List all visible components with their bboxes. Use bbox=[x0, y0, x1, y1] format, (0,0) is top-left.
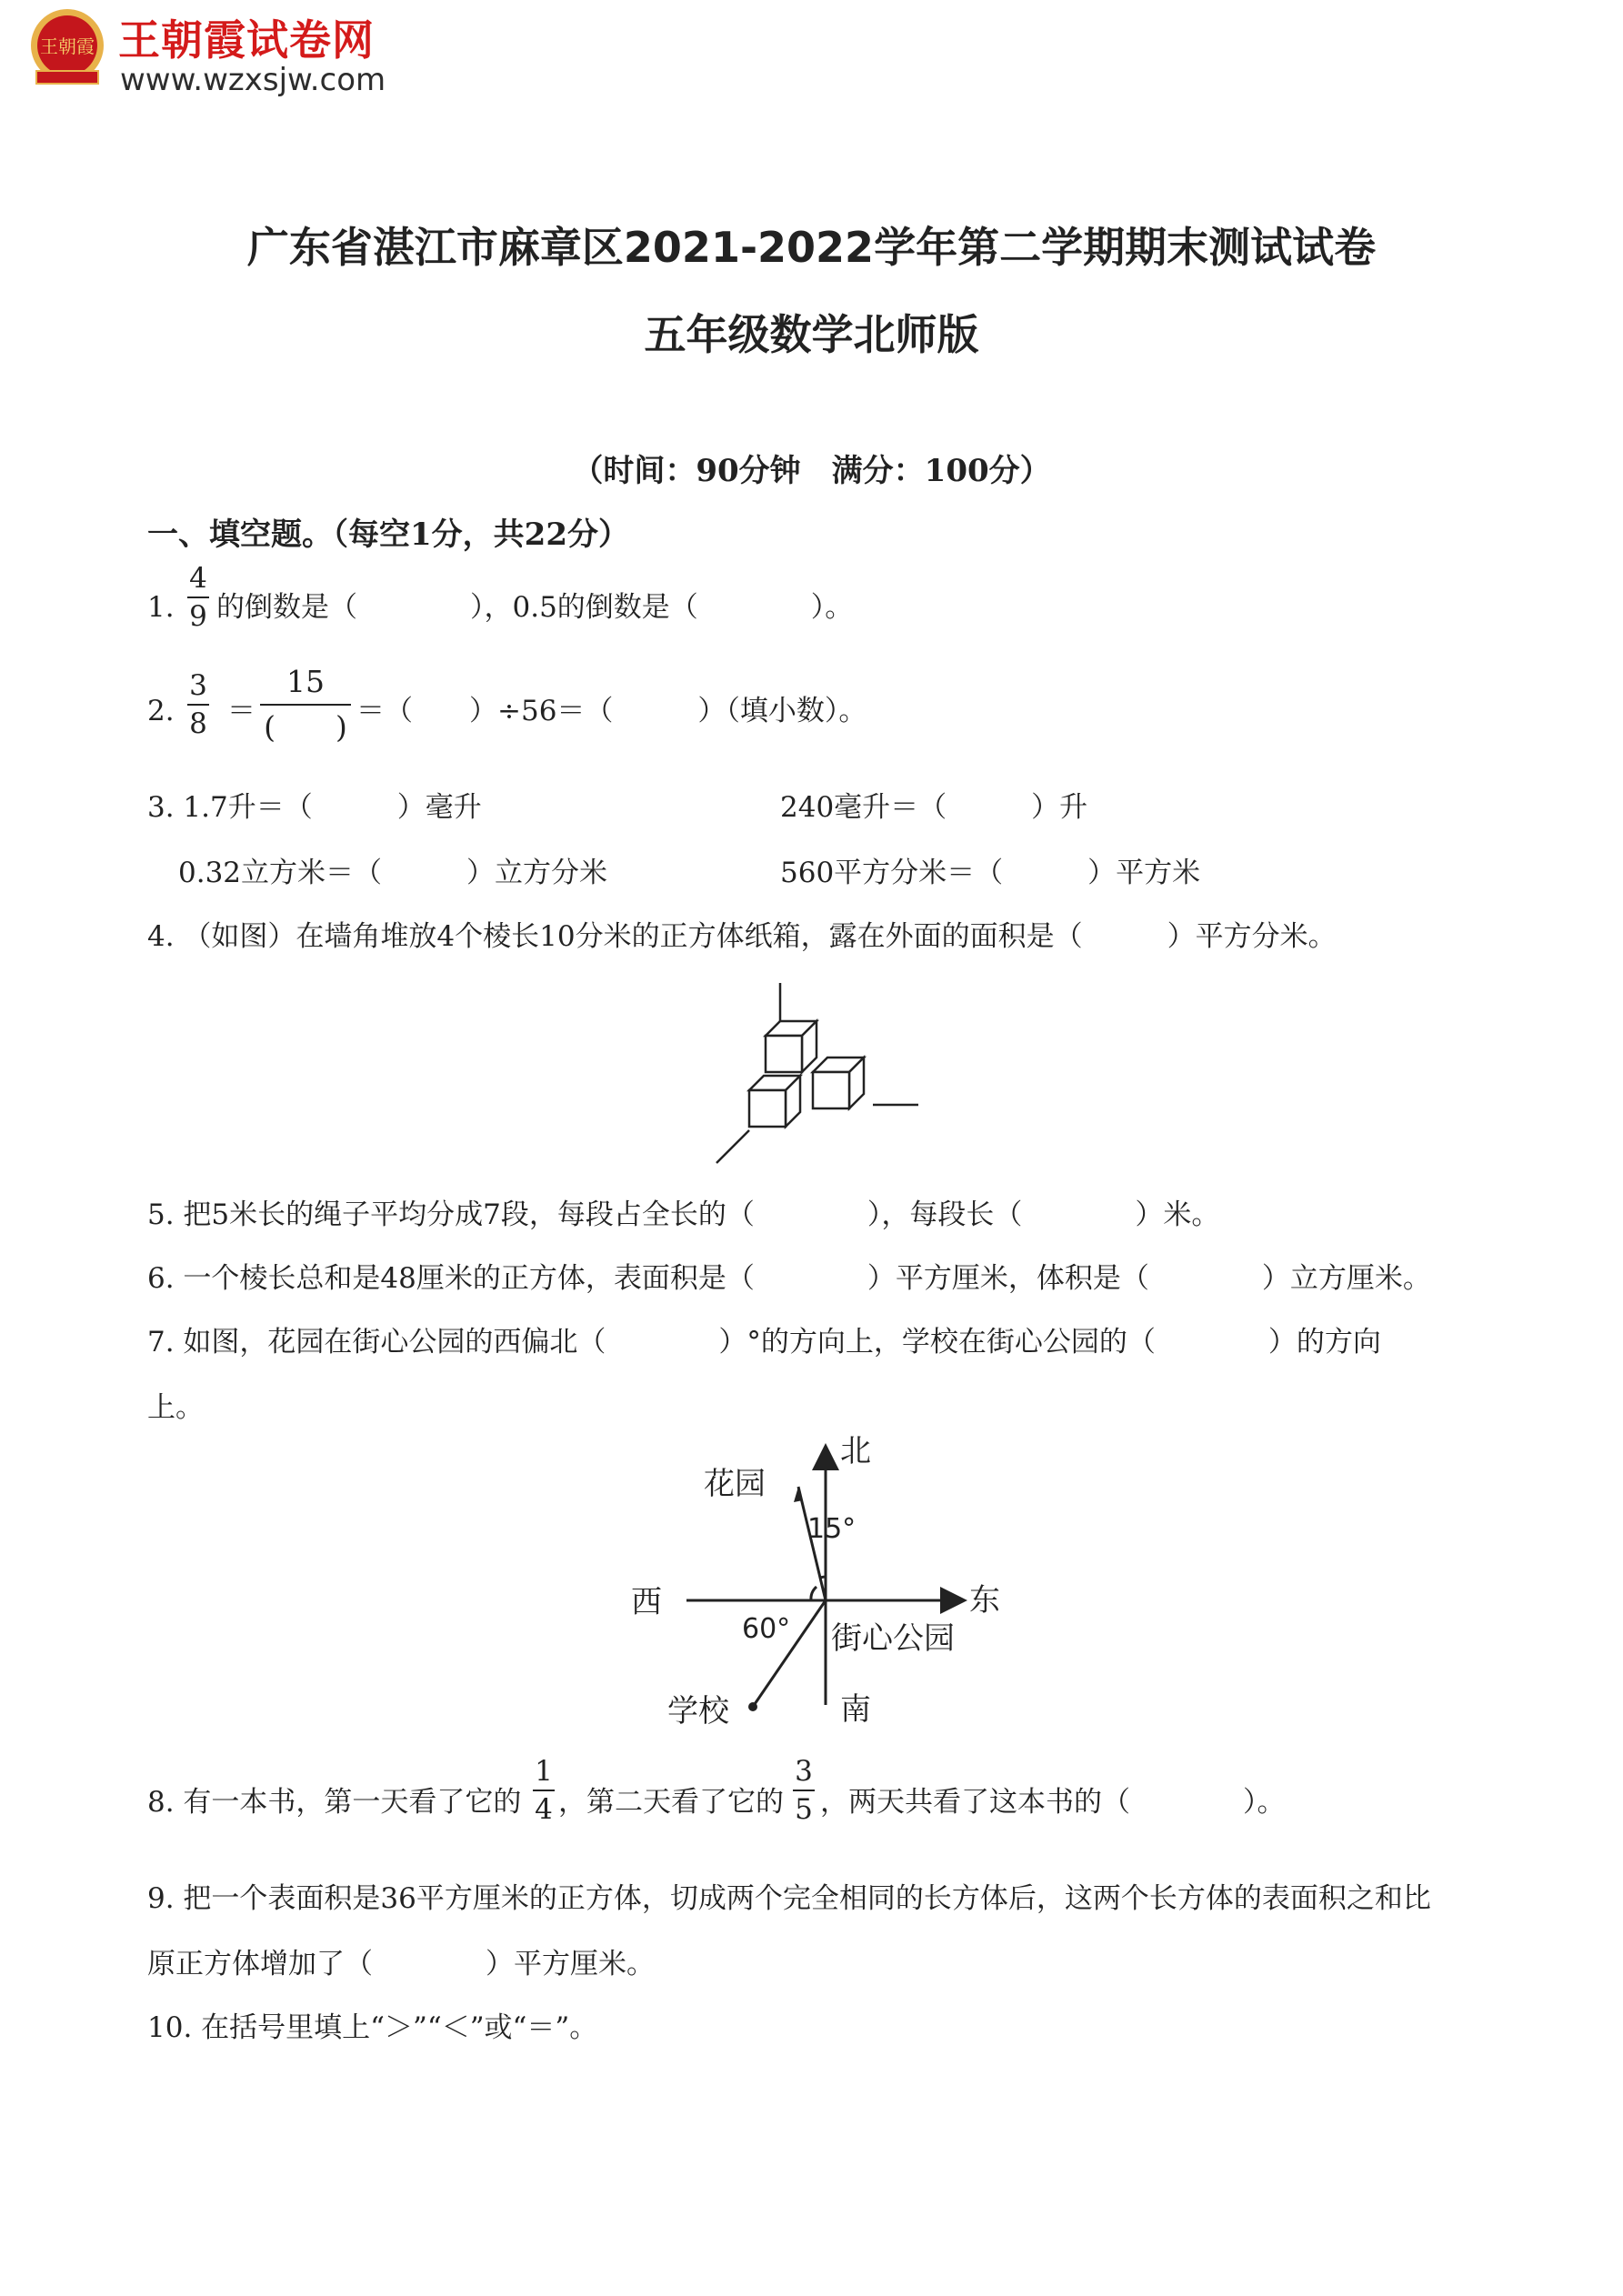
label-angle-15: 15° bbox=[807, 1513, 857, 1545]
q4-text: 4. （如图）在墙角堆放4个棱长10分米的正方体纸箱，露在外面的面积是（ ）平方分米。 bbox=[147, 920, 1337, 953]
q1-text: 的倒数是（ ），0.5的倒数是（ ）。 bbox=[216, 591, 854, 624]
q6-text: 6. 一个棱长总和是48厘米的正方体，表面积是（ ）平方厘米，体积是（ ）立方厘米。 bbox=[147, 1262, 1431, 1295]
q1-frac-den: 9 bbox=[189, 600, 207, 633]
q9-line1: 9. 把一个表面积是36平方厘米的正方体，切成两个完全相同的长方体后，这两个长方体的表面积之和比 bbox=[147, 1882, 1431, 1915]
label-school: 学校 bbox=[667, 1693, 729, 1730]
section-heading: 一、填空题。（每空1分，共22分） bbox=[147, 516, 629, 553]
label-east: 东 bbox=[969, 1582, 1000, 1619]
label-west: 西 bbox=[631, 1584, 662, 1620]
page-title: 广东省湛江市麻章区2021-2022学年第二学期期末测试试卷 bbox=[246, 223, 1377, 272]
q1-number: 1. bbox=[147, 591, 175, 624]
q10-text: 10. 在括号里填上“＞”“＜”或“＝”。 bbox=[147, 2011, 598, 2044]
q2-frac-num: 3 bbox=[189, 669, 207, 702]
exam-meta: （时间：90分钟 满分：100分） bbox=[572, 453, 1051, 489]
site-name: 王朝霞试卷网 bbox=[118, 15, 375, 65]
q1-fraction bbox=[187, 562, 209, 633]
q2-number: 2. bbox=[147, 695, 175, 727]
cube-stack-figure bbox=[700, 978, 937, 1178]
q3-d: 560平方分米＝（ ）平方米 bbox=[780, 857, 1201, 889]
cube-top bbox=[766, 1021, 817, 1072]
q8-fraction-2 bbox=[793, 1755, 815, 1826]
cube-bottom-left bbox=[749, 1076, 800, 1127]
q7-line1: 7. 如图，花园在街心公园的西偏北（ ）°的方向上，学校在街心公园的（ ）的方向 bbox=[147, 1326, 1381, 1359]
q2-frac2-den: ( ) bbox=[264, 709, 347, 745]
label-north: 北 bbox=[840, 1433, 871, 1469]
q8-part1: 8. 有一本书，第一天看了它的 bbox=[147, 1786, 522, 1819]
q2-text: ＝（ ）÷56＝（ ）（填小数）。 bbox=[356, 695, 867, 727]
badge-text: 王朝霞 bbox=[40, 35, 95, 57]
site-logo-badge bbox=[27, 7, 107, 87]
label-garden: 花园 bbox=[704, 1466, 766, 1502]
q2-frac-den: 8 bbox=[189, 707, 207, 740]
q8-part2: ，第二天看了它的 bbox=[558, 1786, 784, 1819]
compass-figure bbox=[618, 1432, 1018, 1741]
q2-fraction-blank bbox=[260, 662, 351, 747]
q9-line2: 原正方体增加了（ ）平方厘米。 bbox=[147, 1948, 655, 1980]
q8-f2-den: 5 bbox=[795, 1793, 813, 1826]
q7-line2: 上。 bbox=[147, 1391, 204, 1424]
q3-c: 0.32立方米＝（ ）立方分米 bbox=[178, 857, 608, 889]
q2-fraction bbox=[187, 669, 209, 740]
q8-f1-num: 1 bbox=[535, 1755, 553, 1788]
label-south: 南 bbox=[840, 1691, 871, 1728]
cube-bottom-right bbox=[813, 1058, 864, 1108]
q8-f1-den: 4 bbox=[535, 1793, 553, 1826]
school-point bbox=[748, 1702, 757, 1711]
label-park: 街心公园 bbox=[831, 1620, 955, 1657]
q5-text: 5. 把5米长的绳子平均分成7段，每段占全长的（ ），每段长（ ）米。 bbox=[147, 1198, 1220, 1231]
q8-part3: ，两天共看了这本书的（ ）。 bbox=[820, 1786, 1286, 1819]
label-angle-60: 60° bbox=[742, 1613, 791, 1645]
q3-a: 3. 1.7升＝（ ）毫升 bbox=[147, 791, 482, 824]
q8-f2-num: 3 bbox=[795, 1755, 813, 1788]
q1-frac-num: 4 bbox=[189, 562, 207, 595]
site-url[interactable]: www.wzxsjw.com bbox=[120, 62, 386, 98]
q8-fraction-1 bbox=[533, 1755, 555, 1826]
q3-b: 240毫升＝（ ）升 bbox=[780, 791, 1088, 824]
page-subtitle: 五年级数学北师版 bbox=[644, 310, 979, 359]
q2-equals: ＝ bbox=[227, 695, 255, 727]
q2-frac2-num: 15 bbox=[286, 664, 325, 699]
